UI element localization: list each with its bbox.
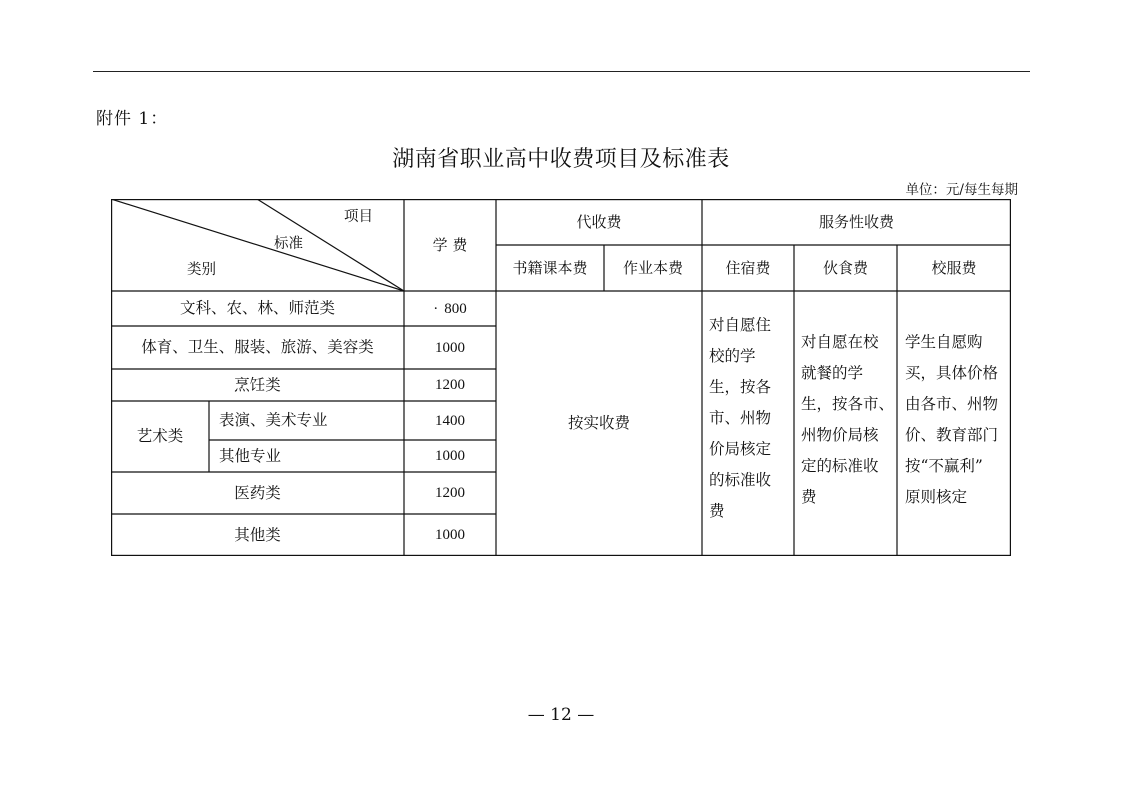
category-cell: 艺术类 bbox=[136, 427, 184, 446]
subcategory-cell: 表演、美术专业 bbox=[219, 411, 328, 430]
service-fee-header: 服务性收费 bbox=[818, 213, 894, 231]
tuition-cell: 1000 bbox=[435, 339, 465, 356]
note-line: 对自愿在校 bbox=[801, 333, 879, 351]
uniform-fee-note bbox=[905, 327, 1011, 513]
uniform-fee-header: 校服费 bbox=[931, 259, 977, 277]
note-line: 原则核定 bbox=[905, 488, 968, 506]
note-line: 校的学 bbox=[709, 347, 756, 365]
tuition-cell bbox=[404, 291, 496, 326]
tuition-cell: 1000 bbox=[435, 448, 465, 464]
subcategory-cell: 其他专业 bbox=[219, 446, 282, 465]
page-number: — 12 — bbox=[527, 705, 595, 725]
category-cell: 其他类 bbox=[234, 525, 281, 544]
note-line: 生，按各 bbox=[709, 378, 772, 396]
workbook-fee-header: 作业本费 bbox=[622, 259, 683, 277]
note-line: 费 bbox=[801, 488, 817, 506]
meals-fee-header: 伙食费 bbox=[822, 259, 868, 277]
corner-item-label: 项目 bbox=[344, 209, 373, 225]
note-line: 由各市、州物 bbox=[905, 395, 999, 413]
note-line: 州物价局核 bbox=[801, 426, 879, 444]
tuition-cell: 1200 bbox=[435, 485, 465, 501]
corner-category-label: 类别 bbox=[187, 262, 216, 278]
note-line: 对自愿住 bbox=[709, 316, 772, 334]
tuition-cell: 1000 bbox=[435, 527, 465, 543]
page-title: 湖南省职业高中收费项目及标准表 bbox=[392, 147, 730, 172]
books-fee-header: 书籍课本费 bbox=[512, 259, 588, 277]
category-cell: 烹饪类 bbox=[234, 375, 281, 394]
stray-mark: · bbox=[433, 300, 439, 317]
note-line: 定的标准收 bbox=[801, 457, 879, 475]
header-rule bbox=[93, 71, 1030, 72]
meals-fee-note bbox=[801, 327, 897, 513]
lodging-fee-note bbox=[709, 310, 791, 527]
note-line: 按“不赢利” bbox=[905, 457, 983, 475]
note-line: 价、教育部门 bbox=[905, 426, 999, 444]
note-line: 价局核定 bbox=[709, 440, 772, 458]
fee-table bbox=[111, 199, 1011, 556]
agency-fee-body: 按实收费 bbox=[567, 414, 630, 433]
tuition-cell: 1400 bbox=[435, 412, 465, 429]
category-cell: 医药类 bbox=[234, 483, 281, 502]
note-line: 学生自愿购 bbox=[905, 333, 983, 351]
corner-standard-label: 标准 bbox=[274, 236, 303, 252]
category-cell: 体育、卫生、服装、旅游、美容类 bbox=[141, 338, 374, 357]
attachment-label: 附件 1： bbox=[96, 109, 169, 129]
tuition-header: 学 费 bbox=[432, 236, 468, 254]
agency-fee-header: 代收费 bbox=[576, 213, 622, 231]
note-line: 市、州物 bbox=[709, 409, 772, 427]
note-line: 就餐的学 bbox=[801, 364, 864, 382]
tuition-value: 800 bbox=[444, 300, 467, 317]
unit-note: 单位：元/每生每期 bbox=[905, 182, 1018, 198]
lodging-fee-header: 住宿费 bbox=[725, 259, 771, 277]
note-line: 的标准收 bbox=[709, 471, 772, 489]
note-line: 生，按各市、 bbox=[801, 395, 895, 413]
note-line: 买，具体价格 bbox=[905, 364, 999, 382]
note-line: 费 bbox=[709, 502, 725, 520]
tuition-cell: 1200 bbox=[435, 377, 465, 393]
category-cell: 文科、农、林、师范类 bbox=[179, 299, 335, 318]
